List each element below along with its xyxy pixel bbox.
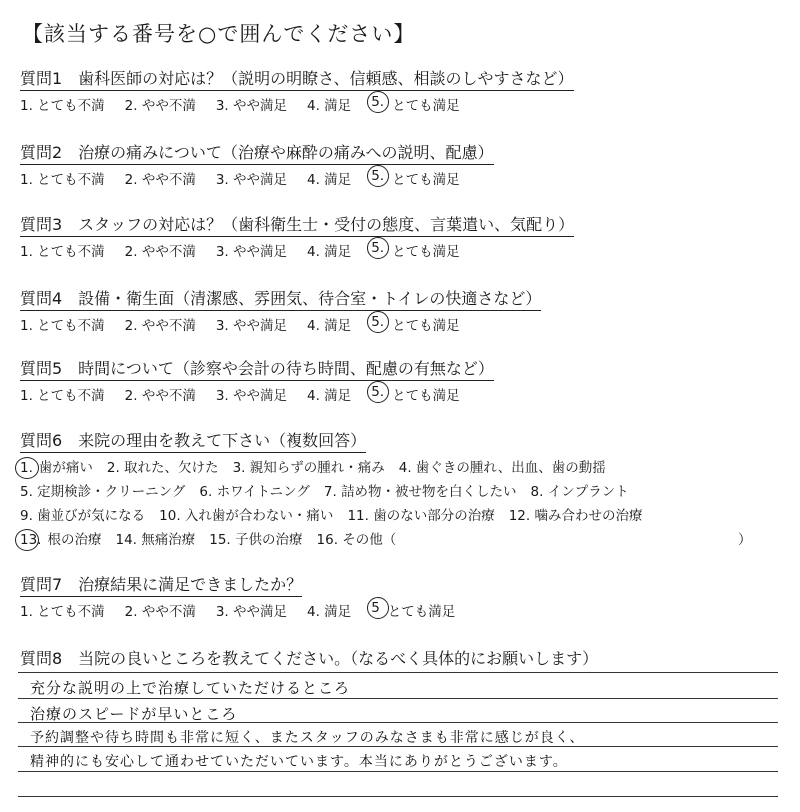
answer-text-1: 充分な説明の上で治療していただけるところ (30, 679, 351, 697)
option-1[interactable]: 1. とても不満 (20, 604, 105, 620)
option-1[interactable]: 1. とても不満 (20, 318, 105, 334)
question-6-line-1 (20, 456, 620, 476)
option-16[interactable]: 16. その他（ (316, 532, 397, 548)
option-1-circled[interactable]: 1. (20, 460, 33, 476)
option-10[interactable]: 10. 入れ歯が合わない・痛い (159, 508, 334, 524)
option-5-label: とても満足 (392, 388, 460, 404)
question-2-options (20, 168, 460, 188)
answer-text-3: 予約調整や待ち時間も非常に短く、またスタッフのみなさまも非常に感じが良く、 (30, 730, 585, 746)
question-1-title: 質問1 歯科医師の対応は？（説明の明瞭さ、信頼感、相談のしやすさなど） (20, 66, 574, 91)
answer-text-4: 精神的にも安心して通わせていただいています。本当にありがとうございます。 (30, 754, 568, 770)
option-2[interactable]: 2. やや不満 (124, 388, 196, 404)
option-1[interactable]: 1. とても不満 (20, 98, 105, 114)
option-14[interactable]: 14. 無痛治療 (115, 532, 196, 548)
answer-line-0 (18, 672, 778, 673)
option-4[interactable]: 4. 満足 (307, 318, 352, 334)
option-3[interactable]: 3. やや満足 (215, 318, 288, 334)
option-9[interactable]: 9. 歯並びが気になる (20, 508, 146, 524)
option-3[interactable]: 3. やや満足 (215, 98, 288, 114)
option-11[interactable]: 11. 歯のない部分の治療 (347, 508, 495, 524)
option-2[interactable]: 2. やや不満 (124, 98, 196, 114)
question-1-options (20, 94, 460, 114)
other-close-paren: ） (738, 532, 752, 548)
question-8-title: 質問8 当院の良いところを教えてください。（なるべく具体的にお願いします） (20, 649, 599, 668)
option-2[interactable]: 2. やや不満 (124, 244, 196, 260)
question-4-options (20, 314, 460, 334)
option-4[interactable]: 4. 歯ぐきの腫れ、出血、歯の動揺 (398, 460, 606, 476)
option-5-label: とても満足 (392, 172, 460, 188)
option-1[interactable]: 1. とても不満 (20, 244, 105, 260)
option-5-circled[interactable]: 5. (371, 384, 384, 404)
option-4[interactable]: 4. 満足 (307, 172, 352, 188)
option-13-label: 根の治療 (47, 532, 102, 548)
question-5-title: 質問5 時間について（診察や会計の待ち時間、配慮の有無など） (20, 356, 494, 381)
option-5-label: とても満足 (392, 318, 460, 334)
option-3[interactable]: 3. やや満足 (215, 244, 288, 260)
option-5-circled[interactable]: 5. (371, 168, 384, 188)
option-1-label: 歯が痛い (38, 460, 93, 476)
answer-line-4 (18, 771, 778, 772)
option-5-circled[interactable]: 5. (371, 314, 384, 334)
option-3[interactable]: 3. やや満足 (215, 172, 288, 188)
question-7-options (20, 600, 455, 620)
option-5-circled[interactable]: 5. (371, 94, 384, 114)
question-6-line-4 (20, 528, 410, 548)
answer-line-5 (18, 796, 778, 797)
page-title: 【該当する番号を○で囲んでください】 (22, 22, 416, 46)
question-3-options (20, 240, 460, 260)
option-6[interactable]: 6. ホワイトニング (199, 484, 310, 500)
question-5-options (20, 384, 460, 404)
option-8[interactable]: 8. インプラント (530, 484, 629, 500)
option-4[interactable]: 4. 満足 (307, 98, 352, 114)
option-15[interactable]: 15. 子供の治療 (209, 532, 303, 548)
option-5[interactable]: 5. 定期検診・クリーニング (20, 484, 186, 500)
option-1[interactable]: 1. とても不満 (20, 172, 105, 188)
option-2[interactable]: 2. やや不満 (124, 604, 196, 620)
option-2[interactable]: 2. やや不満 (124, 318, 196, 334)
option-7[interactable]: 7. 詰め物・被せ物を白くしたい (323, 484, 517, 500)
question-6-line-3 (20, 504, 656, 524)
question-2-title: 質問2 治療の痛みについて（治療や麻酔の痛みへの説明、配慮） (20, 140, 494, 165)
option-2[interactable]: 2. やや不満 (124, 172, 196, 188)
option-5-label: とても満足 (392, 98, 460, 114)
question-6-line-2 (20, 480, 643, 500)
option-13-circled[interactable]: 13. (20, 532, 42, 548)
option-3[interactable]: 3. やや満足 (215, 604, 288, 620)
option-12[interactable]: 12. 噛み合わせの治療 (508, 508, 643, 524)
question-4-title: 質問4 設備・衛生面（清潔感、雰囲気、待合室・トイレの快適さなど） (20, 286, 541, 311)
option-5-circled[interactable]: 5 (371, 600, 380, 620)
question-3-title: 質問3 スタッフの対応は？（歯科衛生士・受付の態度、言葉遣い、気配り） (20, 212, 574, 237)
option-4[interactable]: 4. 満足 (307, 244, 352, 260)
option-5-circled[interactable]: 5. (371, 240, 384, 260)
option-3[interactable]: 3. やや満足 (215, 388, 288, 404)
question-6-title: 質問6 来院の理由を教えて下さい（複数回答） (20, 428, 366, 453)
option-2[interactable]: 2. 取れた、欠けた (106, 460, 219, 476)
option-1[interactable]: 1. とても不満 (20, 388, 105, 404)
answer-line-2 (18, 722, 778, 723)
option-5-label: とても満足 (392, 244, 460, 260)
option-5-label: とても満足 (387, 604, 456, 620)
answer-text-2: 治療のスピードが早いところ (30, 705, 238, 723)
answer-line-1 (18, 698, 778, 699)
option-4[interactable]: 4. 満足 (307, 388, 352, 404)
option-3[interactable]: 3. 親知らずの腫れ・痛み (232, 460, 385, 476)
answer-line-3 (18, 746, 778, 747)
option-4[interactable]: 4. 満足 (307, 604, 352, 620)
question-7-title: 質問7 治療結果に満足できましたか？ (20, 572, 302, 597)
